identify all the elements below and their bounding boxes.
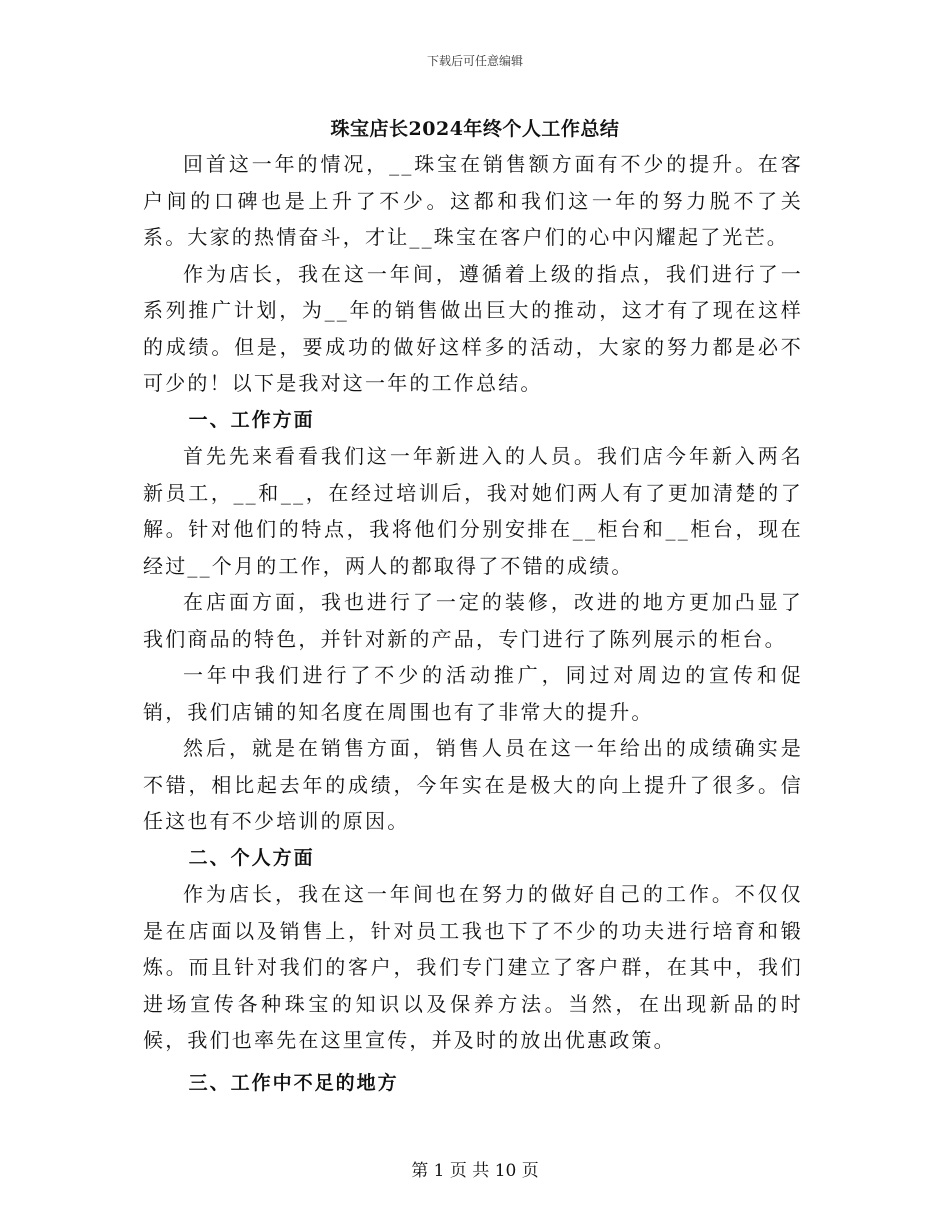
section-heading: 三、工作中不足的地方 <box>188 1071 399 1094</box>
paragraph: 在店面方面，我也进行了一定的装修，改进的地方更加凸显了我们商品的特色，并针对新的产品，专门进行了陈列展示的柜台。 <box>143 590 803 651</box>
paragraph: 作为店长，我在这一年间，遵循着上级的指点，我们进行了一系列推广计划，为__年的销售做出巨大的推动，这才有了现在这样的成绩。但是，要成功的做好这样多的活动，大家的努力都是必不可少的！以下是我对这一年的工作总结。 <box>143 261 803 395</box>
paragraph: 回首这一年的情况，__珠宝在销售额方面有不少的提升。在客户间的口碑也是上升了不少。这都和我们这一年的努力脱不了关系。大家的热情奋斗，才让__珠宝在客户们的心中闪耀起了光芒。 <box>143 152 803 249</box>
page-footer: 第 1 页 共 10 页 <box>411 1161 539 1181</box>
section-heading: 二、个人方面 <box>188 846 315 869</box>
download-note: 下载后可任意编辑 <box>426 54 523 68</box>
paragraph: 然后，就是在销售方面，销售人员在这一年给出的成绩确实是不错，相比起去年的成绩，今年实在是极大的向上提升了很多。信任这也有不少培训的原因。 <box>143 736 803 833</box>
section-heading: 一、工作方面 <box>188 408 315 431</box>
document-title: 珠宝店长2024年终个人工作总结 <box>330 118 620 140</box>
paragraph: 作为店长，我在这一年间也在努力的做好自己的工作。不仅仅是在店面以及销售上，针对员工我也下了不少的功夫进行培育和锻炼。而且针对我们的客户，我们专门建立了客户群，在其中，我们进场宣传各种珠宝的知识以及保养方法。当然，在出现新品的时候，我们也率先在这里宣传，并及时的放出优惠政策。 <box>143 882 803 1052</box>
document-body <box>143 146 803 1101</box>
paragraph: 首先先来看看我们这一年新进入的人员。我们店今年新入两名新员工，__和__，在经过培训后，我对她们两人有了更加清楚的了解。针对他们的特点，我将他们分别安排在__柜台和__柜台，现在经过__个月的工作，两人的都取得了不错的成绩。 <box>143 444 803 578</box>
paragraph: 一年中我们进行了不少的活动推广，同过对周边的宣传和促销，我们店铺的知名度在周围也有了非常大的提升。 <box>143 663 803 724</box>
